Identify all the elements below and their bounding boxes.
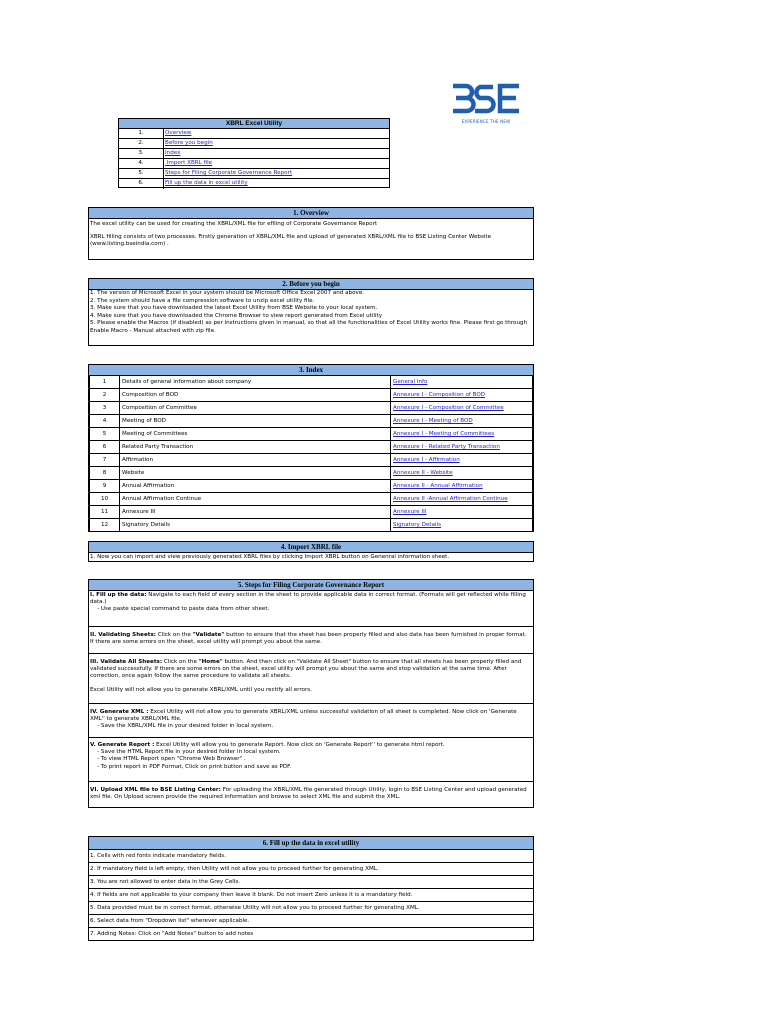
import-section [88, 541, 534, 562]
step-6-text: For uploading the XBRL/XML file generated through Utility, login to BSE Listing Center and upload generated xml file. On Upload screen provide the required information and browse to select XML file and submit the XML. [90, 787, 527, 801]
toc-row [119, 169, 389, 179]
toc-number: 6. [119, 179, 164, 189]
toc-row [119, 159, 389, 169]
step-4 [89, 703, 533, 737]
fillup-title: 6. Fill up the data in excel utility [89, 837, 533, 850]
index-link-cell [391, 441, 533, 454]
table-row [90, 376, 533, 389]
before-section [88, 278, 534, 346]
index-number: 11 [90, 506, 120, 519]
index-link-cell [391, 389, 533, 402]
index-number: 1 [90, 376, 120, 389]
step-1-heading: I. Fill up the data: [90, 592, 147, 598]
step-5-sub: - To view HTML Report open "Chrome Web Browser" . [90, 756, 246, 763]
table-row [90, 493, 533, 506]
overview-section [88, 207, 534, 260]
fillup-line: 7. Adding Notes: Click on "Add Notes" button to add notes [90, 931, 254, 937]
table-row [90, 467, 533, 480]
fillup-line: 4. If fields are not applicable to your company then leave it blank. Do not insert Zero unless it is a mandatory field. [89, 889, 533, 902]
index-number: 3 [90, 402, 120, 415]
table-row [90, 428, 533, 441]
index-link[interactable]: Annexure II - Annual Affirmation [393, 483, 483, 489]
toc-table [118, 118, 390, 188]
validate-button-ref: "Validate" [192, 632, 225, 638]
index-link[interactable]: Annexure II -Annual Affirmation Continue [393, 496, 508, 502]
step-4-text: Excel Utility will not allow you to generate XBRL/XML unless successful validation of all sheet is completed. Now click on 'Generate XML'' to generate XBRL/XML file. [90, 709, 517, 723]
index-number: 7 [90, 454, 120, 467]
before-line: 3. Make sure that you have downloaded the latest Excel Utility from BSE Website to your local system. [90, 305, 378, 312]
home-button-ref: "Home" [198, 659, 223, 665]
table-row [90, 480, 533, 493]
fillup-section [88, 836, 534, 941]
index-description: Website [120, 467, 391, 480]
bse-logo [448, 82, 524, 122]
index-link-cell [391, 493, 533, 506]
index-description: Annexure III [120, 506, 391, 519]
fillup-line: 3. You are not allowed to enter data in the Grey Cells. [89, 876, 533, 889]
index-link[interactable]: Annexure III [393, 509, 427, 515]
index-link[interactable]: Annexure I - Composition of Committee [393, 405, 504, 411]
index-description: Details of general information about company [120, 376, 391, 389]
step-1-text: Navigate to each field of every section in the sheet to provide applicable data in correct format. (Formats will get reflected while filling data.) [90, 592, 526, 606]
index-title: 3. Index [89, 365, 533, 375]
toc-number: 4. [119, 159, 164, 168]
before-line: 1. The version of Microsoft Excel in your system should be Microsoft Office Excel 2007 and above. [90, 290, 365, 296]
steps-section [88, 579, 534, 808]
toc-number: 3. [119, 149, 164, 158]
index-link-cell [391, 506, 533, 519]
index-description: Composition of BOD [120, 389, 391, 402]
index-description: Annual Affirmation [120, 480, 391, 493]
overview-text-2: XBRL filling consists of two processes. Firstly generation of XBRL/XML file and upload of generated XBRL/XML file to BSE Listing Center Website (www.listing.bseindia.com) . [90, 234, 492, 248]
index-number: 5 [90, 428, 120, 441]
index-link-cell [391, 519, 533, 532]
bse-logo-graphic [448, 82, 524, 114]
toc-number: 1. [119, 129, 164, 138]
step-5-text: Excel Utility will allow you to generate Report. Now click on 'Generate Report'' to generate html report. [154, 742, 445, 748]
fillup-lines [89, 850, 533, 941]
fillup-line: 5. Data provided must be in correct format, otherwise Utility will not allow you to proceed further for generating XML. [89, 902, 533, 915]
table-row [90, 441, 533, 454]
step-3-note: Excel Utility will not allow you to generate XBRL/XML until you rectify all errors. [90, 686, 312, 693]
table-row [90, 454, 533, 467]
index-link[interactable]: Annexure II - Website [393, 470, 453, 476]
index-link-cell [391, 467, 533, 480]
toc-link[interactable]: Index [165, 150, 181, 156]
fillup-line: 6. Select data from "Dropdown list" wherever applicable. [89, 915, 533, 928]
import-text: 1. Now you can import and view previously generated XBRL files by clicking Import XBRL button on Genenral information sheet. [90, 554, 450, 560]
toc-number: 2. [119, 139, 164, 148]
logo-tagline: EXPERIENCE THE NEW [461, 119, 511, 124]
step-2-heading: II. Validating Sheets: [90, 632, 157, 638]
index-link-cell [391, 454, 533, 467]
index-section [88, 364, 534, 532]
toc-link[interactable]: Fill up the data in excel utility [165, 180, 248, 186]
index-link[interactable]: Annexure I - Affirmation [393, 457, 460, 463]
toc-row [119, 149, 389, 159]
index-description: Meeting of BOD [120, 415, 391, 428]
table-row [90, 519, 533, 532]
fillup-line: 1. Cells with red fonts indicate mandatory fields. [89, 850, 533, 863]
index-link[interactable]: Signatory Details [393, 522, 442, 528]
index-number: 6 [90, 441, 120, 454]
step-4-heading: IV. Generate XML : [90, 709, 149, 715]
index-number: 8 [90, 467, 120, 480]
index-number: 10 [90, 493, 120, 506]
before-line: 4. Make sure that you have downloaded the Chrome Browser to view report generated from Excel utility [90, 312, 383, 319]
step-6 [89, 781, 533, 809]
steps-title: 5. Steps for Filing Corporate Governance Report [89, 580, 533, 591]
before-title: 2. Before you begin [89, 279, 533, 290]
index-description: Related Party Transaction [120, 441, 391, 454]
index-number: 4 [90, 415, 120, 428]
index-table [89, 375, 533, 532]
index-link-cell [391, 402, 533, 415]
index-number: 9 [90, 480, 120, 493]
table-row [90, 506, 533, 519]
overview-text-1: The excel utility can be used for creating the XBRL/XML file for efiling of Corporate Governance Report [90, 221, 378, 227]
index-link-cell [391, 480, 533, 493]
index-description: Signatory Details [120, 519, 391, 532]
toc-row [119, 179, 389, 189]
step-1 [89, 591, 533, 626]
index-link-cell [391, 415, 533, 428]
table-row [90, 415, 533, 428]
before-lines [89, 290, 533, 336]
step-5-subs [90, 749, 532, 771]
step-5 [89, 737, 533, 781]
index-description: Meeting of Committees [120, 428, 391, 441]
index-link-cell [391, 376, 533, 389]
index-description: Annual Affirmation Continue [120, 493, 391, 506]
index-link[interactable]: Annexure I - Meeting of BOD [393, 418, 473, 424]
step-4-sub: - Save the XBRL/XML file in your desired folder in local system. [90, 723, 274, 730]
step-5-heading: V. Generate Report : [90, 742, 155, 748]
before-line: 5. Please enable the Macros (if disabled) as per instructions given in manual, so that all the functionalities of Excel Utility works fine. Please first go through Enable Macro - Manual attached with zip file. [90, 320, 528, 334]
toc-row [119, 129, 389, 139]
step-6-heading: VI. Upload XML file to BSE Listing Center: [90, 787, 221, 793]
toc-link[interactable]: Before you begin [165, 140, 213, 146]
index-number: 2 [90, 389, 120, 402]
index-link[interactable]: Annexure I - Meeting of Committees [393, 431, 495, 437]
index-description: Composition of Committee [120, 402, 391, 415]
table-row [90, 402, 533, 415]
index-link-cell [391, 428, 533, 441]
step-5-sub: - To print report in PDF Format, Click on print button and save as PDF. [90, 763, 292, 770]
toc-rows [119, 129, 389, 189]
step-2-pre: Click on the [156, 632, 193, 638]
toc-row [119, 139, 389, 149]
import-title: 4. Import XBRL file [89, 542, 533, 553]
index-link[interactable]: Annexure I - Composition of BOD [393, 392, 486, 398]
index-number: 12 [90, 519, 120, 532]
step-2-text: button to ensure that the sheet has been properly filled and also data has been furnished in proper format. If there are some errors on the sheet, excel utility will prompt you about the same. [90, 632, 527, 646]
toc-link[interactable]: Import XBRL file [165, 160, 213, 166]
fillup-line: 2. If mandatory field is left empty, then Utility will not allow you to proceed further for generating XML. [89, 863, 533, 876]
step-3-pre: Click on the [162, 659, 199, 665]
toc-title: XBRL Excel Utility [119, 119, 389, 129]
step-3-text: button. And then click on "Validate All Sheet" button to ensure that all sheets has been properly filled and validated successfully. If there are some errors on the sheet, excel utility will prompt you about the same and stop validation at the same time. After correction, once again follow the same procedure to validate all sheets. [90, 659, 522, 680]
toc-number: 5. [119, 169, 164, 178]
step-2 [89, 626, 533, 653]
toc-link[interactable]: Overview [165, 130, 192, 136]
step-5-sub: - Save the HTML Report file in your desired folder in local system. [90, 749, 281, 756]
index-description: Affirmation [120, 454, 391, 467]
toc-link[interactable]: Steps for Filing Corporate Governance Report [165, 170, 293, 176]
step-3-heading: III. Validate All Sheets: [90, 659, 163, 665]
overview-title: 1. Overview [89, 208, 533, 219]
index-link[interactable]: Annexure I - Related Party Transaction [393, 444, 500, 450]
step-3 [89, 653, 533, 703]
index-link[interactable]: General Info [393, 379, 428, 385]
table-row [90, 389, 533, 402]
step-1-sub: - Use paste special command to paste data from other sheet. [90, 606, 270, 613]
before-line: 2. The system should have a file compression software to unzip excel utility file. [90, 297, 315, 304]
